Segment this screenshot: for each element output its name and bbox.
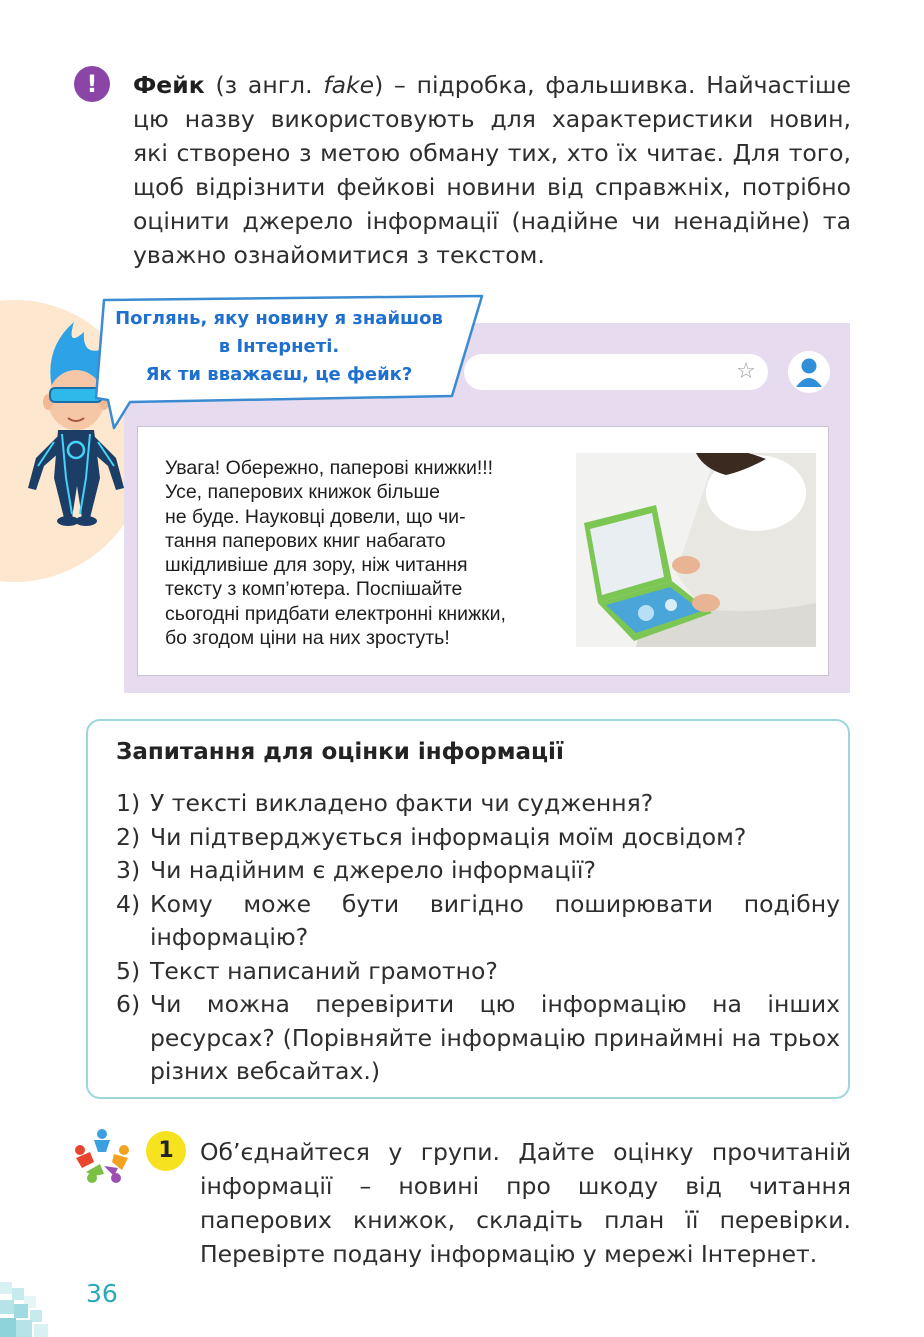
fake-definition (133, 68, 851, 272)
foreign-word: fake (323, 71, 375, 99)
task-text: Об’єднайтеся у групи. Дайте оцінку прочитаній інформації – новині про шкоду від читання паперових книжок, складіть план її перевірки. Перевірте подану інформацію у мережі Інтернет. (200, 1138, 851, 1268)
decorative-pixels (0, 1282, 60, 1337)
list-item-number: 2) (116, 822, 141, 851)
bubble-text (104, 305, 454, 389)
list-item (116, 854, 840, 888)
list-item-text: Кому може бути вигідно поширювати подібну інформацію? (150, 889, 840, 951)
definition-text: ) – підробка, фальшивка. Найчастіше цю назву використовують для характеристики новин, які створено з метою обману тих, хто їх читає. Для того, щоб відрізнити фейкові новини від справжніх, потрібно оцінити джерело інформації (надійне чи ненадійне) та уважно ознайомитися з текстом. (133, 71, 851, 269)
list-item (116, 988, 840, 1089)
bubble-line-3: Як ти вважаєш, це фейк? (145, 364, 413, 385)
list-item-text: У тексті викладено факти чи судження? (150, 789, 654, 817)
group-work-icon (72, 1128, 132, 1184)
list-item-text: Чи надійним є джерело інформації? (150, 856, 596, 884)
news-photo (576, 453, 816, 647)
list-item-number: 5) (116, 956, 141, 985)
task-number-badge: 1 (146, 1131, 186, 1171)
list-item-number: 4) (116, 889, 141, 918)
page-number: 36 (86, 1279, 118, 1308)
list-item-text: Текст написаний грамотно? (150, 956, 498, 985)
list-item (116, 787, 840, 821)
list-item-number: 1) (116, 789, 141, 817)
questions-list (116, 787, 840, 1089)
list-item-text: Чи можна перевірити цю інформацію на інших ресурсах? (Порівняйте інформацію принаймні на трьох різних вебсайтах.) (150, 990, 840, 1085)
list-item-text: Чи підтверджується інформація моїм досвідом? (150, 822, 747, 851)
list-item (116, 888, 840, 955)
exclamation-icon: ! (74, 66, 110, 102)
bubble-line-1: Поглянь, яку новину я знайшов (115, 308, 443, 329)
star-icon[interactable]: ☆ (736, 359, 756, 384)
list-item (116, 955, 840, 989)
bubble-line-2: в Інтернеті. (218, 336, 340, 357)
list-item-number: 6) (116, 990, 141, 1018)
address-bar[interactable] (464, 354, 768, 390)
questions-title: Запитання для оцінки інформації (116, 739, 564, 765)
definition-term: Фейк (133, 71, 205, 99)
user-avatar-icon[interactable] (788, 351, 830, 393)
news-text: Увага! Обережно, паперові книжки!!! Усе, паперових книжок більше не буде. Науковці довели, що чи- тання паперових книг набагато шкідливіше для зору, ніж читання тексту з комп’ютера. Поспішайте сьогодні придбати електронні книжки, бо згодом ціни на них зростуть! (165, 457, 506, 650)
list-item (116, 821, 840, 855)
list-item-number: 3) (116, 856, 141, 884)
definition-intro: (з англ. (204, 71, 324, 99)
